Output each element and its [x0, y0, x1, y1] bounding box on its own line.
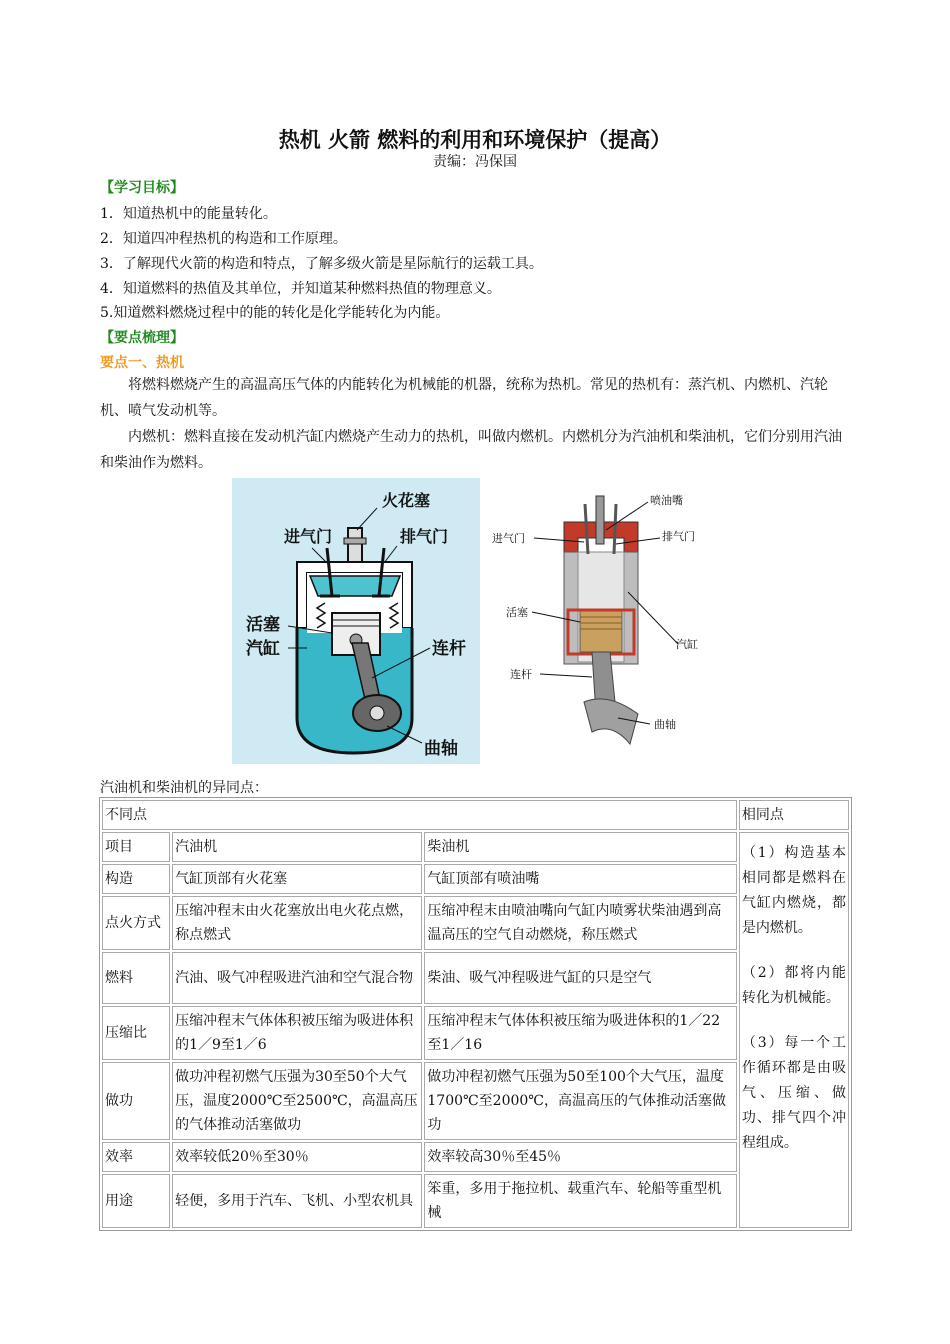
table-cell: 笨重，多用于拖拉机、载重汽车、轮船等重型机械 — [424, 1174, 736, 1228]
comparison-table — [99, 797, 852, 1231]
diesel-engine-figure — [488, 482, 718, 762]
goal-item: 3．了解现代火箭的构造和特点，了解多级火箭是星际航行的运载工具。 — [100, 256, 543, 272]
label-piston: 活塞 — [506, 606, 528, 619]
gasoline-engine-figure — [232, 478, 480, 764]
label-inlet-valve: 进气门 — [284, 527, 333, 546]
table-cell: 汽油、吸气冲程吸进汽油和空气混合物 — [172, 952, 422, 1004]
table-cell: 项目 — [102, 832, 170, 862]
table-cell: 压缩冲程末气体体积被压缩为吸进体积的1／22至1／16 — [424, 1006, 736, 1060]
same-point: （3）每一个工作循环都是由吸气、压缩、做功、排气四个冲程组成。 — [741, 1035, 846, 1151]
label-exhaust-valve: 排气门 — [400, 527, 449, 546]
table-cell: 压缩冲程末由火花塞放出电火花点燃，称点燃式 — [172, 896, 422, 950]
label-inlet-valve: 进气门 — [492, 532, 525, 545]
label-connecting-rod: 连杆 — [510, 668, 532, 681]
table-cell: 做功冲程初燃气压强为50至100个大气压，温度1700℃至2000℃，高温高压的气体推动活塞做功 — [424, 1062, 736, 1140]
table-caption: 汽油机和柴油机的异同点： — [100, 780, 268, 796]
table-cell: 汽油机 — [172, 832, 422, 862]
table-cell: 柴油机 — [424, 832, 736, 862]
label-crankshaft: 曲轴 — [654, 718, 676, 731]
label-crankshaft: 曲轴 — [424, 739, 458, 759]
goal-item: 2．知道四冲程热机的构造和工作原理。 — [100, 231, 347, 247]
label-injector: 喷油嘴 — [650, 494, 683, 507]
table-cell: 构造 — [102, 864, 170, 894]
table-cell: 气缸顶部有喷油嘴 — [424, 864, 736, 894]
page-title: 热机 火箭 燃料的利用和环境保护（提高） — [278, 128, 672, 152]
label-connecting-rod: 连杆 — [432, 639, 466, 659]
table-cell: 气缸顶部有火花塞 — [172, 864, 422, 894]
label-exhaust-valve: 排气门 — [662, 530, 695, 543]
goal-item: 4．知道燃料的热值及其单位，并知道某种燃料热值的物理意义。 — [100, 281, 501, 297]
table-cell: 压缩比 — [102, 1006, 170, 1060]
table-cell: 做功 — [102, 1062, 170, 1140]
label-cylinder: 汽缸 — [676, 638, 698, 651]
goal-item: 5.知道燃料燃烧过程中的能的转化是化学能转化为内能。 — [100, 305, 450, 321]
author-line: 责编：冯保国 — [433, 154, 517, 170]
label-cylinder: 汽缸 — [246, 639, 280, 659]
table-cell: 燃料 — [102, 952, 170, 1004]
label-spark-plug: 火花塞 — [382, 491, 431, 510]
label-piston: 活塞 — [246, 615, 280, 635]
table-cell: 柴油、吸气冲程吸进气缸的只是空气 — [424, 952, 736, 1004]
table-cell: 压缩冲程末由喷油嘴向气缸内喷雾状柴油遇到高温高压的空气自动燃烧，称压燃式 — [424, 896, 736, 950]
same-point: （2）都将内能转化为机械能。 — [741, 965, 846, 1006]
table-cell: 效率较低20％至30％ — [172, 1142, 422, 1172]
paragraph-ice: 内燃机：燃料直接在发动机汽缸内燃烧产生动力的热机，叫做内燃机。内燃机分为汽油机和柴油机，它们分别用汽油和柴油作为燃料。 — [100, 429, 842, 471]
table-cell: 用途 — [102, 1174, 170, 1228]
paragraph-heat-engine: 将燃料燃烧产生的高温高压气体的内能转化为机械能的机器，统称为热机。常见的热机有：蒸汽机、内燃机、汽轮机、喷气发动机等。 — [100, 377, 828, 419]
section-goals-heading: 【学习目标】 — [100, 180, 184, 196]
point1-heading: 要点一、热机 — [100, 355, 184, 371]
table-cell: 效率较高30％至45％ — [424, 1142, 736, 1172]
section-points-heading: 【要点梳理】 — [100, 330, 184, 346]
table-cell: 点火方式 — [102, 896, 170, 950]
table-cell: 压缩冲程末气体体积被压缩为吸进体积的1／9至1／6 — [172, 1006, 422, 1060]
table-cell: 做功冲程初燃气压强为30至50个大气压，温度2000℃至2500℃，高温高压的气体推动活塞做功 — [172, 1062, 422, 1140]
table-cell: 轻便，多用于汽车、飞机、小型农机具 — [172, 1174, 422, 1228]
goal-item: 1．知道热机中的能量转化。 — [100, 206, 277, 222]
diff-header: 不同点 — [102, 800, 737, 830]
same-points-cell — [739, 832, 849, 1228]
table-cell: 效率 — [102, 1142, 170, 1172]
same-header: 相同点 — [739, 800, 849, 830]
same-point: （1）构造基本相同都是燃料在气缸内燃烧，都是内燃机。 — [741, 845, 846, 936]
